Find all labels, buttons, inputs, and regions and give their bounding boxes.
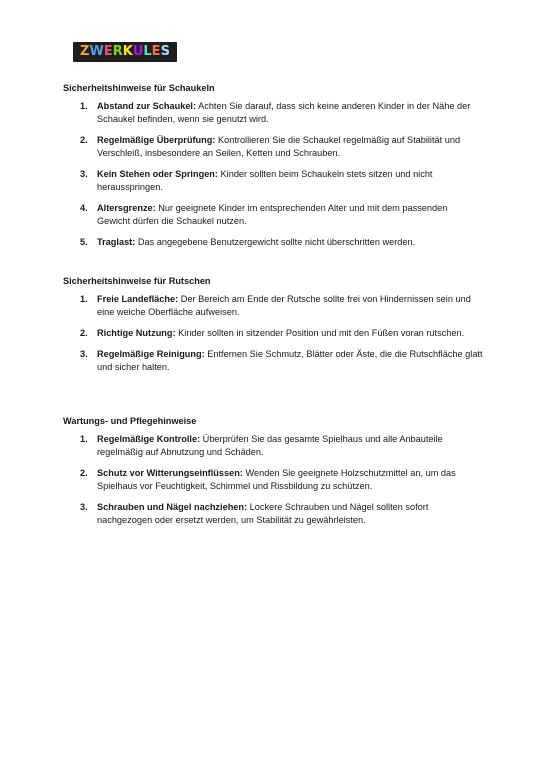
item-number: 4. — [80, 202, 88, 213]
logo-letter: K — [122, 44, 133, 59]
item-text: Entfernen Sie Schmutz, Blätter oder Äste, die die Rutschfläche glatt und sicher halten. — [97, 348, 483, 372]
section-schaukeln — [63, 82, 483, 257]
item-term: Abstand zur Schaukel: — [97, 101, 197, 111]
item-number: 5. — [80, 236, 88, 247]
list-item — [63, 100, 483, 127]
item-number: 1. — [80, 434, 88, 444]
zwerkules-logo — [73, 42, 177, 62]
section-rutschen — [63, 275, 483, 382]
list-item — [63, 501, 483, 528]
list-item — [63, 293, 483, 320]
logo-letter: E — [103, 44, 113, 59]
item-term: Regelmäßige Reinigung: — [97, 348, 205, 359]
item-term: Richtige Nutzung: — [97, 327, 176, 338]
item-text: Nur geeignete Kinder im entsprechenden Alter und mit dem passenden Gewicht dürfen die Schaukel nutzen. — [97, 202, 448, 227]
logo-letter: E — [151, 44, 161, 59]
list-item — [63, 202, 483, 229]
item-text: Der Bereich am Ende der Rutsche sollte frei von Hindernissen sein und eine weiche Oberfläche aufweisen. — [97, 294, 471, 318]
logo-letter: R — [112, 44, 123, 59]
item-text: Überprüfen Sie das gesamte Spielhaus und alle Anbauteile regelmäßig auf Abnutzung und Schäden. — [97, 434, 443, 458]
item-term: Regelmäßige Kontrolle: — [97, 434, 201, 444]
item-number: 2. — [80, 327, 88, 338]
numbered-list — [63, 100, 483, 249]
section-heading: Sicherheitshinweise für Schaukeln — [63, 83, 215, 93]
item-text: Achten Sie darauf, dass sich keine anderen Kinder in der Nähe der Schaukel befinden, wenn sie genutzt wird. — [97, 101, 471, 125]
logo-letter: Z — [80, 44, 90, 59]
item-text: Kinder sollten beim Schaukeln stets sitzen und nicht herausspringen. — [97, 168, 433, 193]
list-item — [63, 236, 483, 249]
item-number: 2. — [80, 467, 88, 478]
item-text: Wenden Sie geeignete Holzschutzmittel an, um das Spielhaus vor Feuchtigkeit, Schimmel und Rissbildung zu schützen. — [97, 467, 456, 492]
logo-letter: L — [143, 44, 152, 59]
item-term: Kein Stehen oder Springen: — [97, 168, 218, 179]
item-number: 1. — [80, 294, 88, 304]
item-number: 1. — [80, 101, 88, 111]
list-item — [63, 327, 483, 340]
list-item — [63, 168, 483, 195]
list-item — [63, 134, 483, 161]
numbered-list — [63, 293, 483, 374]
item-number: 2. — [80, 134, 88, 145]
section-wartung — [63, 415, 483, 535]
logo-letter: U — [132, 44, 144, 59]
item-text: Kontrollieren Sie die Schaukel regelmäßig auf Stabilität und Verschleiß, insbesondere an Seilen, Ketten und Schrauben. — [97, 134, 461, 159]
item-term: Schrauben und Nägel nachziehen: — [97, 501, 248, 512]
item-text: Kinder sollten in sitzender Position und mit den Füßen voran rutschen. — [175, 327, 465, 338]
item-number: 3. — [80, 348, 88, 359]
section-heading: Sicherheitshinweise für Rutschen — [63, 276, 211, 286]
item-number: 3. — [80, 501, 88, 512]
section-heading: Wartungs- und Pflegehinweise — [63, 416, 197, 426]
list-item — [63, 348, 483, 375]
item-term: Freie Landefläche: — [97, 294, 179, 304]
list-item — [63, 467, 483, 494]
item-text: Das angegebene Benutzergewicht sollte nicht überschritten werden. — [135, 236, 416, 247]
item-term: Altersgrenze: — [97, 202, 156, 213]
logo-letter: S — [160, 44, 170, 59]
logo-letter: W — [89, 44, 104, 59]
list-item — [63, 433, 483, 460]
item-text: Lockere Schrauben und Nägel sollten sofort nachgezogen oder ersetzt werden, um Stabilität zu gewährleisten. — [97, 501, 429, 526]
item-term: Regelmäßige Überprüfung: — [97, 134, 216, 145]
numbered-list — [63, 433, 483, 528]
item-term: Schutz vor Witterungseinflüssen: — [97, 467, 243, 478]
item-term: Traglast: — [97, 236, 136, 247]
item-number: 3. — [80, 168, 88, 179]
